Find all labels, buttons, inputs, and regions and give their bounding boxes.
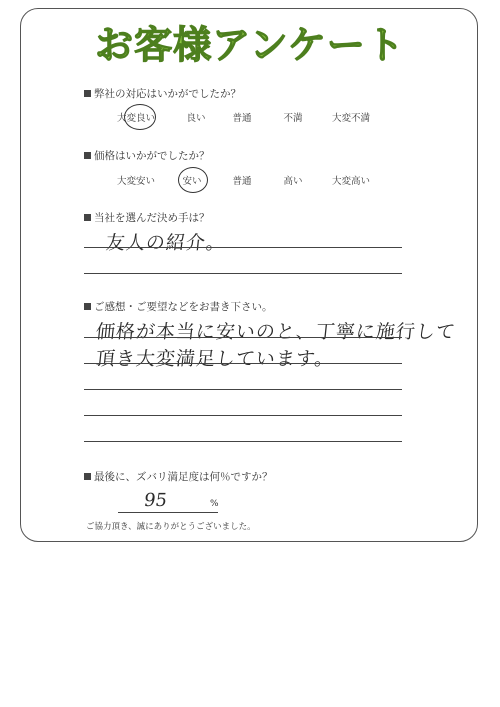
square-bullet-icon bbox=[84, 214, 91, 221]
square-bullet-icon bbox=[84, 473, 91, 480]
q1-option-very-good[interactable]: 大変良い bbox=[116, 113, 156, 124]
q2-option-normal[interactable]: 普通 bbox=[232, 176, 252, 187]
question-5-label: 最後に、ズバリ満足度は何％ですか？ bbox=[84, 469, 273, 484]
q1-option-good[interactable]: 良い bbox=[186, 113, 206, 124]
square-bullet-icon bbox=[84, 90, 91, 97]
question-1-label: 弊社の対応はいかがでしたか？ bbox=[84, 86, 241, 101]
q2-option-cheap[interactable]: 安い bbox=[182, 176, 202, 187]
square-bullet-icon bbox=[84, 152, 91, 159]
question-4-label: ご感想・ご要望などをお書き下さい。 bbox=[84, 299, 273, 314]
question-3-label: 当社を選んだ決め手は？ bbox=[84, 210, 210, 225]
q4-answer-line-1 bbox=[84, 337, 402, 338]
q2-option-very-expensive[interactable]: 大変高い bbox=[331, 176, 371, 187]
q1-option-normal[interactable]: 普通 bbox=[232, 113, 252, 124]
q1-selection-circle bbox=[124, 104, 156, 130]
q3-answer-line-1 bbox=[84, 247, 402, 248]
satisfaction-score-unit: % bbox=[210, 499, 219, 509]
thank-you-message: ご協力頂き、誠にありがとうございました。 bbox=[86, 522, 256, 532]
q2-option-expensive[interactable]: 高い bbox=[283, 176, 303, 187]
q4-answer-line-4 bbox=[84, 415, 402, 416]
q1-option-very-dissatisfied[interactable]: 大変不満 bbox=[331, 113, 371, 124]
q3-answer-line-2 bbox=[84, 273, 402, 274]
survey-title: お客様アンケート bbox=[95, 23, 405, 67]
q4-answer-line-3 bbox=[84, 389, 402, 390]
satisfaction-score-underline bbox=[118, 512, 218, 513]
question-2-options bbox=[80, 173, 400, 189]
q2-option-very-cheap[interactable]: 大変安い bbox=[116, 176, 156, 187]
q4-answer-line-2 bbox=[84, 363, 402, 364]
square-bullet-icon bbox=[84, 303, 91, 310]
satisfaction-score bbox=[84, 490, 224, 514]
satisfaction-score-value: 95 bbox=[142, 490, 169, 511]
q2-selection-circle bbox=[178, 167, 208, 193]
q4-handwritten-answer-line-2: 頂き大変満足しています。 bbox=[94, 348, 336, 370]
q4-handwritten-answer-line-1: 価格が本当に安いのと、丁寧に施行して bbox=[94, 321, 458, 343]
q1-option-dissatisfied[interactable]: 不満 bbox=[283, 113, 303, 124]
question-2-label: 価格はいかがでしたか？ bbox=[84, 148, 210, 163]
q4-answer-line-5 bbox=[84, 441, 402, 442]
q3-handwritten-answer: 友人の紹介。 bbox=[104, 232, 228, 254]
